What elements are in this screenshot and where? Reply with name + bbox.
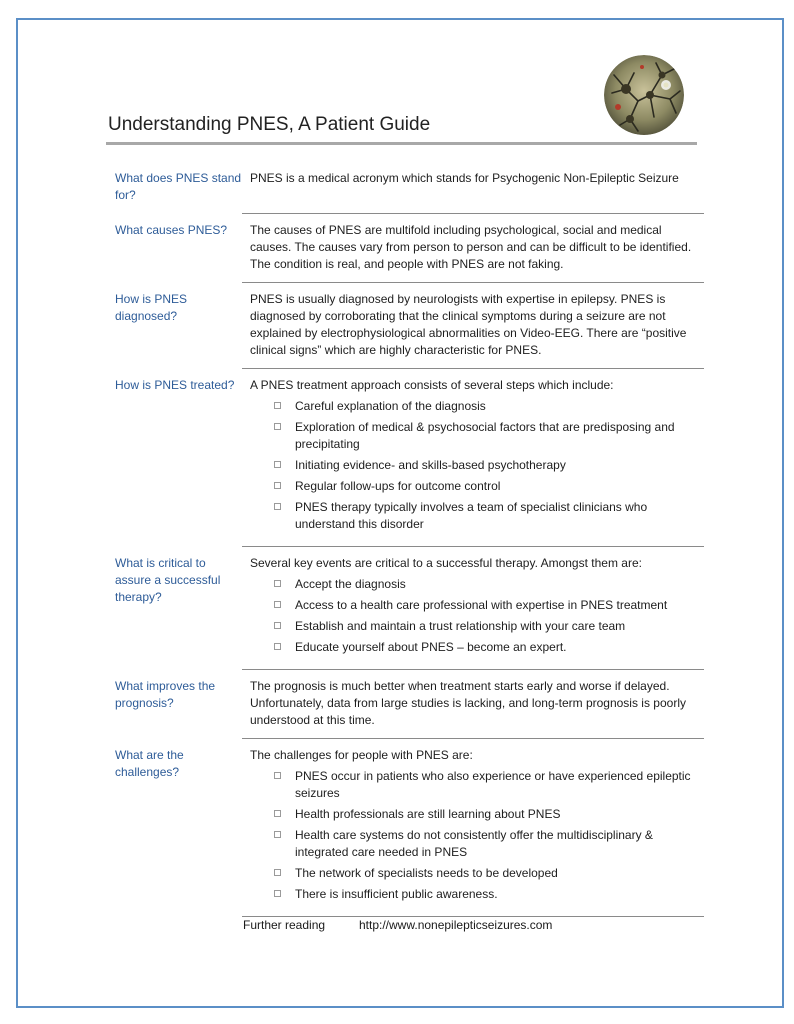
list-item: [250, 419, 706, 453]
checkbox-bullet-icon: [274, 580, 281, 587]
list-item-text: Exploration of medical & psychosocial factors that are predisposing and precipitating: [295, 420, 675, 451]
list-item-text: The network of specialists needs to be developed: [295, 866, 558, 880]
faq-section: [0, 555, 794, 670]
list-item: [250, 576, 706, 593]
further-reading: [243, 918, 552, 932]
list-item: [250, 457, 706, 474]
answer-text: The prognosis is much better when treatment starts early and worse if delayed. Unfortunately, data from large studies is lacking, and long-term prognosis is poorly understood at this time.: [250, 679, 686, 727]
list-item-text: Initiating evidence- and skills-based psychotherapy: [295, 458, 566, 472]
answer-text: A PNES treatment approach consists of several steps which include:: [250, 378, 614, 392]
checkbox-bullet-icon: [274, 622, 281, 629]
list-item: [250, 398, 706, 415]
list-item-text: Health professionals are still learning about PNES: [295, 807, 561, 821]
list-item-text: Establish and maintain a trust relationship with your care team: [295, 619, 626, 633]
list-item: [250, 639, 706, 656]
list-item-text: PNES occur in patients who also experience or have experienced epileptic seizures: [295, 769, 691, 800]
checkbox-bullet-icon: [274, 461, 281, 468]
faq-section: [0, 678, 794, 739]
list-item-text: Health care systems do not consistently offer the multidisciplinary & integrated care needed in PNES: [295, 828, 653, 859]
faq-question: What causes PNES?: [115, 223, 228, 237]
checkbox-bullet-icon: [274, 402, 281, 409]
checkbox-bullet-icon: [274, 772, 281, 779]
checkbox-bullet-icon: [274, 890, 281, 897]
list-item-text: Educate yourself about PNES – become an expert.: [295, 640, 567, 654]
list-item-text: There is insufficient public awareness.: [295, 887, 498, 901]
answer-list: [250, 398, 706, 533]
answer-text: PNES is usually diagnosed by neurologists with expertise in epilepsy. PNES is diagnosed by corroborating that the clinical symptoms during a seizure are not explained by electrophysiological abnormalities on Video-EEG. There are “positive clinical signs” which are highly characteristic for PNES.: [250, 292, 687, 357]
checkbox-bullet-icon: [274, 831, 281, 838]
answer-text: The causes of PNES are multifold including psychological, social and medical causes. The causes vary from person to person and can be difficult to be identified. The condition is real, and people with PNES are not faking.: [250, 223, 692, 271]
faq-section: [0, 747, 794, 917]
list-item: [250, 886, 706, 903]
answer-list: [250, 768, 706, 903]
answer-list: [250, 576, 706, 656]
faq-answer: [250, 555, 706, 660]
further-reading-link[interactable]: http://www.nonepilepticseizures.com: [359, 918, 553, 932]
list-item-text: Regular follow-ups for outcome control: [295, 479, 501, 493]
list-item-text: Careful explanation of the diagnosis: [295, 399, 486, 413]
faq-answer: [250, 291, 706, 359]
list-item-text: Accept the diagnosis: [295, 577, 406, 591]
faq-question: What are the challenges?: [115, 748, 184, 779]
faq-section: [0, 222, 794, 283]
list-item-text: Access to a health care professional with expertise in PNES treatment: [295, 598, 668, 612]
list-item: [250, 768, 706, 802]
list-item: [250, 478, 706, 495]
answer-text: Several key events are critical to a successful therapy. Amongst them are:: [250, 556, 642, 570]
checkbox-bullet-icon: [274, 601, 281, 608]
list-item-text: PNES therapy typically involves a team of specialist clinicians who understand this disorder: [295, 500, 648, 531]
list-item: [250, 597, 706, 614]
faq-section: [0, 170, 794, 214]
further-reading-label: Further reading: [243, 918, 326, 932]
faq-question: What is critical to assure a successful therapy?: [115, 556, 221, 604]
checkbox-bullet-icon: [274, 423, 281, 430]
faq-sections: [0, 170, 794, 925]
page-title: Understanding PNES, A Patient Guide: [108, 114, 431, 135]
list-item: [250, 827, 706, 861]
faq-section: [0, 291, 794, 369]
answer-text: PNES is a medical acronym which stands for Psychogenic Non-Epileptic Seizure: [250, 171, 679, 185]
list-item: [250, 499, 706, 533]
checkbox-bullet-icon: [274, 643, 281, 650]
checkbox-bullet-icon: [274, 482, 281, 489]
faq-answer: [250, 678, 706, 729]
answer-text: The challenges for people with PNES are:: [250, 748, 473, 762]
faq-answer: [250, 222, 706, 273]
checkbox-bullet-icon: [274, 503, 281, 510]
faq-answer: [250, 747, 706, 907]
faq-question: What improves the prognosis?: [115, 679, 216, 710]
title-divider: [106, 142, 697, 145]
list-item: [250, 618, 706, 635]
list-item: [250, 806, 706, 823]
faq-question: How is PNES diagnosed?: [115, 292, 188, 323]
faq-question: How is PNES treated?: [115, 378, 235, 392]
list-item: [250, 865, 706, 882]
faq-answer: [250, 377, 706, 537]
neuron-network-icon: [604, 55, 684, 135]
faq-question: What does PNES stand for?: [115, 171, 242, 202]
faq-section: [0, 377, 794, 547]
faq-answer: [250, 170, 706, 204]
checkbox-bullet-icon: [274, 869, 281, 876]
checkbox-bullet-icon: [274, 810, 281, 817]
